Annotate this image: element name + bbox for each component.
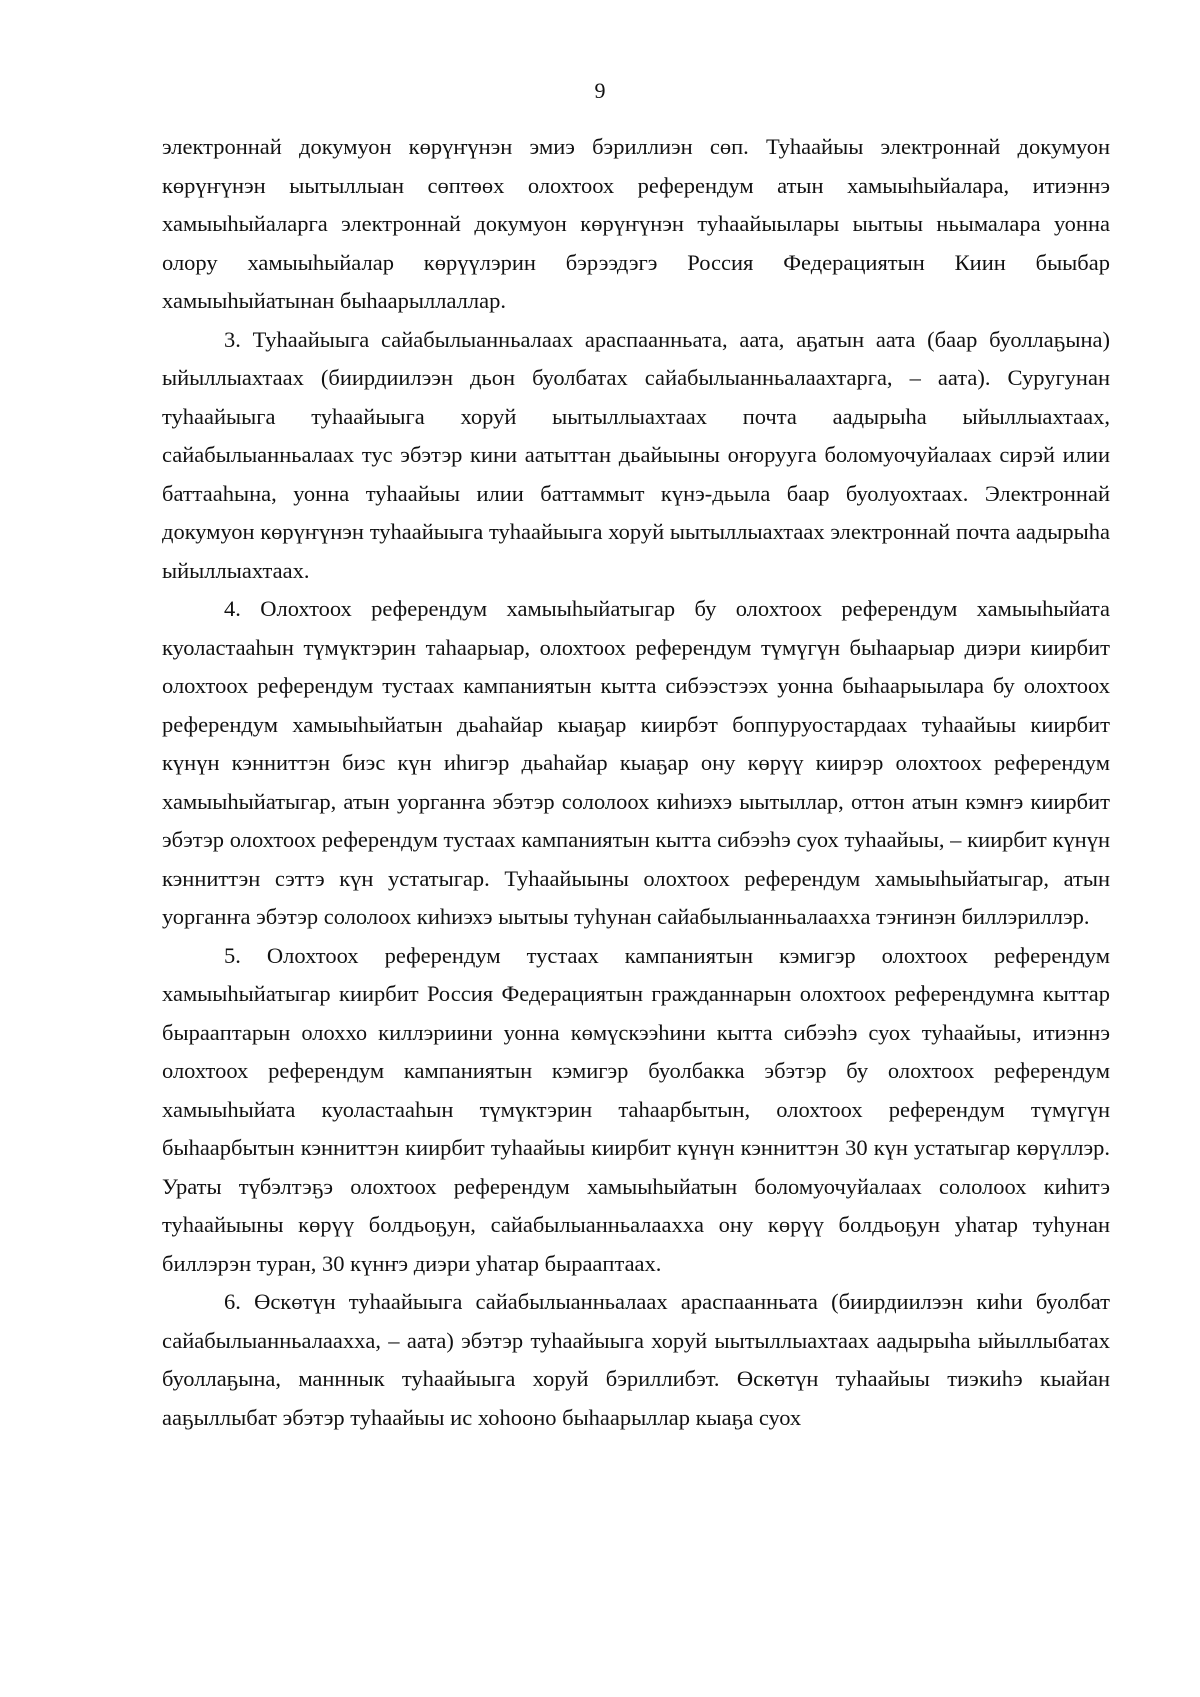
paragraph-5: 5. Олохтоох референдум тустаах кампаниятын кэмигэр олохтоох референдум хамыыһыйатыгар киирбит Россия Федерациятын гражданнарын олохтоох референдумҥа кыттар быраaптарын олоххо киллэриини уонна көмүскээһини кытта сибээһэ суох туһаайыы, итиэннэ олохтоох референдум кампаниятын кэмигэр буолбакка эбэтэр бу олохтоох референдум хамыыһыйата куоластааһын түмүктэрин таһаарбытын, олохтоох референдум түмүгүн быһаарбытын кэнниттэн киирбит туһаайыы киирбит күнүн кэнниттэн 30 күн устатыгар көрүллэр. Ураты түбэлтэҕэ олохтоох референдум хамыыһыйатын боломуочуйалаах сололоох киһитэ туһаайыыны көрүү болдьоҕун, сайабылыанньалааххa ону көрүү болдьоҕун уһатар туһунан биллэрэн туран, 30 күнҥэ диэри уһатар быраaптаах. — [162, 942, 1110, 1276]
paragraph-6: 6. Өскөтүн туһаайыыга сайабылыанньалаах араспаанньата (биирдиилээн киһи буолбат сайабылыанньалааххa, – аата) эбэтэр туһаайыыга хоруй ыытыллыахтаах аадырыһа ыйыллыбатах буоллаҕына, манннык туһаайыыга хоруй бэриллибэт. Өскөтүн туһаайыы тиэкиһэ кыайан ааҕыллыбат эбэтэр туһаайыы ис хоһооно быһаарыллар кыаҕа суох — [162, 1289, 1110, 1430]
paragraph-3: 3. Туһаайыыга сайабылыанньалаах араспаанньата, аата, аҕатын аата (баар буоллаҕына) ыйыллыахтаах (биирдиилээн дьон буолбатах сайабылыанньалаахтарга, – аата). Суругунан туһаайыыга туһаайыыга хоруй ыытыллыахтаах почта аадырыһа ыйыллыахтаах, сайабылыанньалаах тус эбэтэр кини аатыттан дьайыыны оҥоруугa боломуочуйалаах сирэй илии баттааһына, уонна туһаайыы илии баттаммыт күнэ-дьыла баар буолуохтаах. Электроннай докумуон көрүҥүнэн туһаайыыга туһаайыыга хоруй ыытыллыахтаах электроннай почта аадырыһа ыйыллыахтаах. — [162, 326, 1110, 583]
paragraph-4: 4. Олохтоох референдум хамыыһыйатыгар бу олохтоох референдум хамыыһыйата куоластааһын түмүктэрин таһаарыар, олохтоох референдум түмүгүн быһаарыар диэри киирбит олохтоох референдум тустаах кампаниятын кытта сибээстээх уонна быһаарыылара бу олохтоох референдум хамыыһыйатын дьаһайар кыаҕар киирбэт боппуруостардаах туһаайыы киирбит күнүн кэнниттэн биэс күн иһигэр дьаһайар кыаҕар ону көрүү киирэр олохтоох референдум хамыыһыйатыгар, атын уорганҥа эбэтэр сололоох киһиэхэ ыытыллар, оттон атын кэмҥэ киирбит эбэтэр олохтоох референдум тустаах кампаниятын кытта сибээһэ суох туһаайыы, – киирбит күнүн кэнниттэн сэттэ күн устатыгар. Туһаайыыны олохтоох референдум хамыыһыйатыгар, атын уорганҥа эбэтэр сололоох киһиэхэ ыытыы туһунан сайабылыанньалааххa тэҥинэн биллэриллэр. — [162, 596, 1110, 929]
paragraph-continuation: электроннай докумуон көрүҥүнэн эмиэ бэриллиэн сөп. Туһаайыы электроннай докумуон көрүҥүнэн ыытыллыан сөптөөх олохтоох референдум атын хамыыһыйалара, итиэннэ хамыыһыйаларга электроннай докумуон көрүҥүнэн туһаайыылары ыытыы ньымалара уонна олору хамыыһыйалар көрүүлэрин бэрээдэгэ Россия Федерациятын Киин быыбар хамыыһыйатынан быһаарыллаллар. — [162, 134, 1110, 313]
page-number: 9 — [594, 78, 606, 103]
document-body — [162, 128, 1110, 1437]
